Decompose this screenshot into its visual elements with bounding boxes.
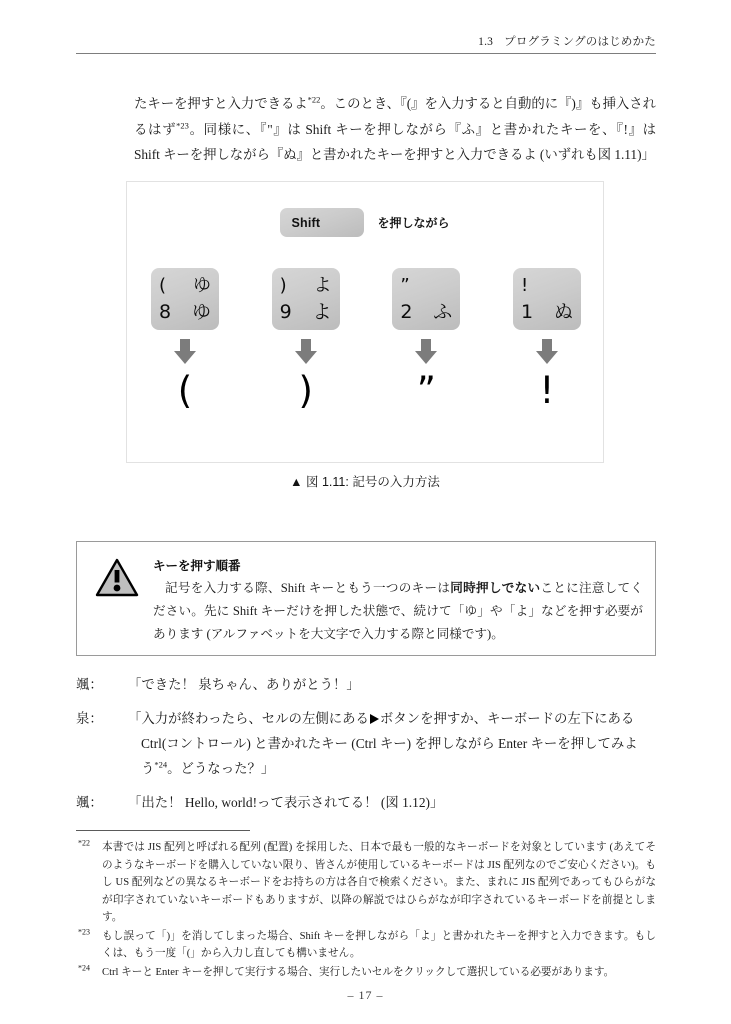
- shift-keycap: [280, 208, 364, 237]
- keycap-bottom-right: よ: [312, 301, 332, 324]
- page-number: – 17 –: [347, 988, 384, 1002]
- footnote-mark: *23: [78, 926, 90, 936]
- keycap-top-left: !: [520, 275, 529, 297]
- keycap-bottom-left: 2: [400, 301, 413, 324]
- warning-text-pre: 記号を入力する際、Shift キーともう一つのキーは: [165, 581, 451, 595]
- warning-text-emphasis: 同時押しでない: [450, 581, 541, 595]
- keycap-top-left: ”: [400, 275, 410, 297]
- footnote-ref-23: *23: [176, 120, 189, 131]
- footnote-ref-22: *22: [307, 94, 321, 105]
- dialogue-line: [76, 672, 656, 697]
- dialogue-speaker: 颯：: [76, 677, 103, 692]
- body-part-2: 。このとき、『(』を入力すると自動的に『)』も挿入されるはず: [134, 96, 656, 137]
- dialogue-text-cont-2: [128, 756, 656, 781]
- dialogue-line: [76, 790, 656, 815]
- keycap-9: [272, 268, 340, 330]
- figure-1-11: [126, 181, 604, 463]
- warning-text-post: ことに注意してください。先に Shift キーだけを押した状態で、続けて「ゆ」や「よ」などを押す必要があります (アルファベットを大文字で入力する際と同様です)。: [153, 581, 644, 641]
- key-column: [390, 268, 462, 412]
- footnote-item: [76, 928, 656, 963]
- footnote-rule: [76, 830, 250, 831]
- keycap-2: [392, 268, 460, 330]
- warning-body: [153, 577, 643, 646]
- keycap-1: [513, 268, 581, 330]
- header-rule: [76, 53, 656, 54]
- body-part-3: 。同様に、『"』は Shift キーを押しながら『ふ』と書かれたキーを、『!』は Shift キーを押しながら『ぬ』と書かれたキーを押すと入力できるよ (いずれも図 1.11)」: [134, 121, 657, 163]
- dialogue-text: 「出た！ Hello, world!って表示されてる！ (図 1.12)」: [128, 795, 444, 810]
- keycap-8: [151, 268, 219, 330]
- dialogue-text-mid: ボタンを押すか、キーボードの左下にある: [379, 711, 635, 726]
- footnote-mark: *24: [78, 962, 90, 972]
- shift-row: [127, 208, 603, 237]
- footnote-item: [76, 964, 656, 982]
- keycap-bottom-left: 1: [520, 301, 534, 324]
- footnote-text: Ctrl キーと Enter キーを押して実行する場合、実行したいセルをクリックして選択している必要があります。: [102, 966, 615, 978]
- dialogue-text-cont-1: Ctrl(コントロール) と書かれたキー (Ctrl キー) を押しながら Enter キーを押してみよ: [141, 736, 638, 751]
- warning-box: [76, 541, 656, 656]
- output-char: ): [298, 369, 313, 412]
- footnotes-block: [76, 839, 656, 982]
- header-section-number: 1.3: [478, 36, 494, 48]
- dialogue-text: [128, 706, 656, 781]
- figure-caption: ▲ 図 1.11: 記号の入力方法: [290, 475, 440, 489]
- dialogue-block: [76, 672, 656, 824]
- warning-triangle-icon: [95, 558, 139, 598]
- keycap-bottom-right: ゆ: [191, 301, 211, 324]
- keycap-bottom-left: 9: [279, 301, 292, 324]
- dialogue-text: 「できた！ 泉ちゃん、ありがとう！」: [128, 677, 360, 692]
- keycap-top-right: ゆ: [193, 275, 211, 297]
- key-column: [270, 268, 342, 412]
- dialogue-text-pre: 「入力が終わったら、セルの左側にある: [128, 711, 369, 726]
- play-triangle-icon: [370, 714, 379, 724]
- keycap-top-left: ): [279, 275, 287, 297]
- key-column: [511, 268, 583, 412]
- warning-title: キーを押す順番: [153, 559, 241, 573]
- keycap-top-right: よ: [313, 275, 332, 297]
- dialogue-cont2-post: 。どうなった？」: [167, 761, 275, 776]
- footnote-text: 本書では JIS 配列と呼ばれる配列 (配置) を採用した、日本で最も一般的なキーボードを対象としています (あえてそのようなキーボードを購入していない限り、皆さんが使用しているキーボードは JIS 配列なのでご安心ください)。もし US 配列などの異なるキーボードをお持ちの方は各自で検索ください。また、まれに JIS 配列であってもひらがなが印字されていないキーボードもありますが、以降の解説ではひらがなが印字されているキーボードを前提とします。: [102, 842, 656, 923]
- output-char: (: [177, 369, 193, 412]
- dialogue-speaker: 泉：: [76, 711, 103, 726]
- output-char: ”: [416, 369, 436, 412]
- footnote-mark: *22: [78, 838, 90, 848]
- footnote-item: [76, 839, 656, 927]
- dialogue-cont2-pre: う: [141, 761, 155, 776]
- body-part-1: たキーを押すと入力できるよ: [134, 96, 308, 112]
- shift-key-label: Shift: [291, 215, 321, 230]
- key-column: [149, 268, 221, 412]
- running-header: [76, 33, 656, 49]
- keycap-bottom-left: 8: [159, 301, 172, 324]
- body-paragraph: [134, 91, 656, 168]
- header-section-title: プログラミングのはじめかた: [504, 36, 656, 48]
- dialogue-speaker: 颯：: [76, 795, 103, 810]
- output-char: !: [539, 369, 555, 412]
- shift-caption: を押しながら: [377, 216, 450, 230]
- footnote-ref-24: *24: [154, 759, 168, 770]
- keycap-bottom-right: ぬ: [553, 301, 573, 324]
- keycap-top-left: (: [159, 275, 167, 297]
- footnote-text: もし誤って「)」を消してしまった場合、Shift キーを押しながら「よ」と書かれたキーを押すと入力できます。もしくは、もう一度「(」から入力し直しても構いません。: [102, 930, 656, 959]
- dialogue-line: [76, 706, 656, 781]
- key-columns: [149, 268, 583, 412]
- keycap-bottom-right: ふ: [433, 301, 453, 324]
